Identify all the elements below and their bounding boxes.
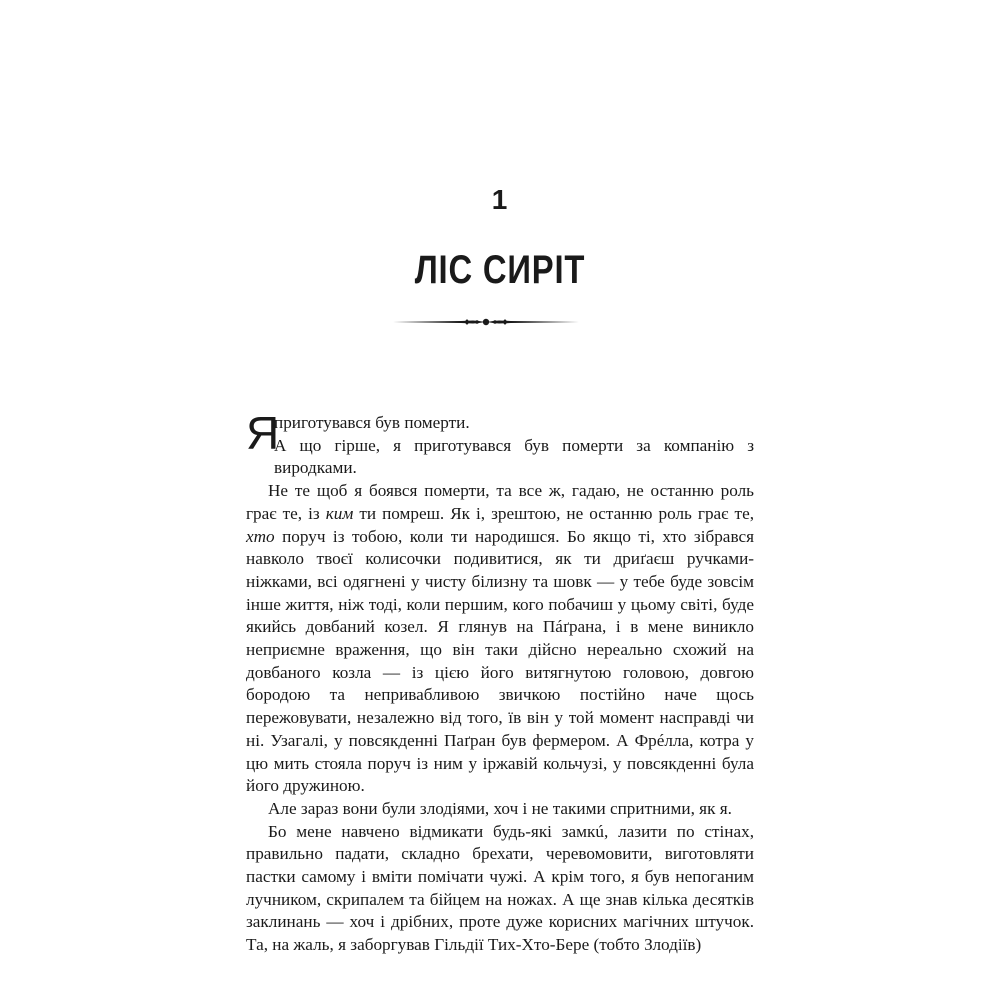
paragraph-text: Але зараз вони були злодіями, хоч і не такими спритними, як я. (268, 798, 732, 818)
drop-cap: Я (246, 407, 280, 459)
ornament-divider-icon (393, 314, 579, 330)
paragraph-text: ти помреш. Як і, зрештою, не останню роль грає те, (353, 503, 754, 523)
paragraph (246, 435, 754, 480)
paragraph-text: А що гірше, я приготувався був померти за компанію з виродками. (274, 435, 754, 478)
paragraph-text: Бо мене навчено відмикати будь-які замкú, лазити по стінах, правильно падати, складно брехати, черевомовити, виготовляти пастки самому і вміти помічати чужі. А крім того, я був непоганим лучником, скрипалем та бійцем на ножах. А ще знав кілька десятків заклинань — хоч і дрібних, проте дуже корисних магічних штучок. Та, на жаль, я заборгував Гільдії Тих-Хто-Бере (тобто Злодіїв) (246, 821, 754, 955)
paragraph-text: Не те щоб я боявся померти, та все ж, гадаю, не останню роль грає те, із (246, 481, 754, 523)
paragraph (246, 480, 754, 798)
paragraph-text: приготувався був померти. (274, 413, 470, 432)
paragraph-text: поруч із тобою, коли ти народишся. Бо якщо ті, хто зібрався навколо твоєї колисочки подивитися, як ти дриґаєш ручками-ніжками, всі одягнені у чисту білизну та шовк — у тебе буде зовсім інше життя, ніж тоді, коли першим, кого побачиш у цьому світі, буде якийсь довбаний козел. Я глянув на Пáґрана, і в мене виникло неприємне враження, що він таки дійсно нереально схожий на довбаного козла — із цією його витягнутою головою, довгою бородою та непривабливою звичкою постійно наче щось пережовувати, незалежно від того, їв він у той момент насправді чи ні. Узагалі, у повсякденні Паґран був фермером. А Фрéлла, котра у цю мить стояла поруч із ним у іржавій кольчузі, у повсякденні була його дружиною. (246, 526, 754, 796)
paragraph (246, 798, 754, 821)
paragraph (246, 821, 754, 957)
chapter-title: ЛІС СИРІТ (414, 248, 586, 292)
chapter-number: 1 (491, 184, 509, 215)
emphasis: хто (246, 526, 275, 546)
body-text (246, 407, 754, 957)
emphasis: ким (325, 503, 354, 523)
